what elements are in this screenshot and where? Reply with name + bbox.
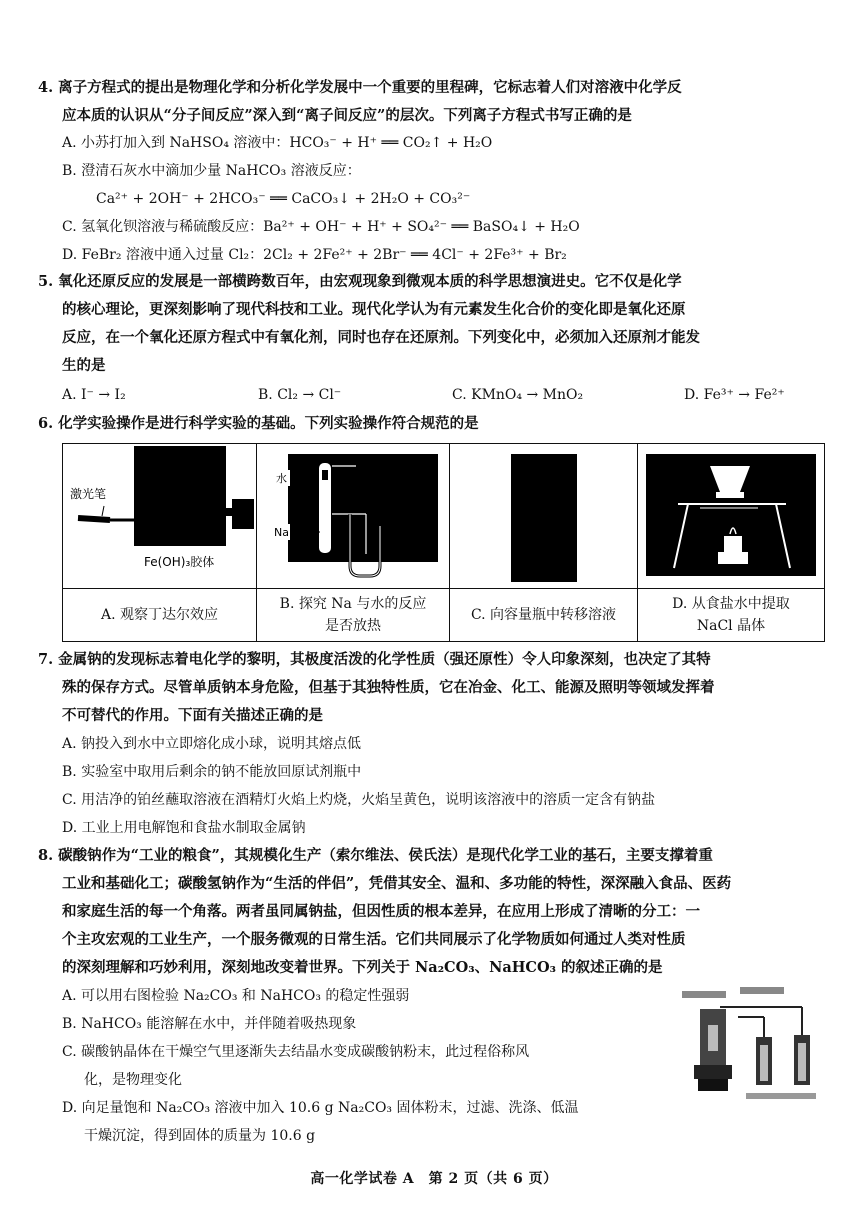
q4-option-a: A. 小苏打加入到 NaHSO₄ 溶液中：HCO₃⁻ + H⁺ ══ CO₂↑ + H₂O xyxy=(62,135,493,151)
q6-caption-d: D. 从食盐水中提取 NaCl 晶体 xyxy=(638,589,825,642)
q6-figure-c-cell xyxy=(450,444,638,589)
q5-stem-line1: 5. 氧化还原反应的发展是一部横跨数百年，由宏观现象到微观本质的科学思想演进史。它不仅是化学 xyxy=(38,273,682,290)
q7-option-c: C. 用洁净的铂丝蘸取溶液在酒精灯火焰上灼烧，火焰呈黄色，说明该溶液中的溶质一定含有钠盐 xyxy=(62,792,656,808)
q6-figure-a-cell xyxy=(63,444,257,589)
q5-stem-line2: 的核心理论，更深刻影响了现代科技和工业。现代化学认为有元素发生化合价的变化即是氧化还原 xyxy=(62,301,686,318)
q4-option-b: B. 澄清石灰水中滴加少量 NaHCO₃ 溶液反应： xyxy=(62,163,361,179)
q4-option-b-equation: Ca²⁺ + 2OH⁻ + 2HCO₃⁻ ══ CaCO₃↓ + 2H₂O + CO₃²⁻ xyxy=(96,191,471,207)
q6-caption-b: B. 探究 Na 与水的反应 是否放热 xyxy=(257,589,450,642)
q6-figure-d-cell xyxy=(638,444,825,589)
q8-stem-line5: 的深刻理解和巧妙利用，深刻地改变着世界。下列关于 Na₂CO₃、NaHCO₃ 的叙述正确的是 xyxy=(62,959,663,976)
q7-option-d: D. 工业上用电解饱和食盐水制取金属钠 xyxy=(62,820,306,836)
na-label: Na xyxy=(274,526,289,539)
q7-stem-line1: 7. 金属钠的发现标志着电化学的黎明，其极度活泼的化学性质（强还原性）令人印象深刻，也决定了其特 xyxy=(38,651,711,668)
q8-option-c-line1: C. 碳酸钠晶体在干燥空气里逐渐失去结晶水变成碳酸钠粉末，此过程俗称风 xyxy=(62,1044,530,1060)
q8-option-b: B. NaHCO₃ 能溶解在水中，并伴随着吸热现象 xyxy=(62,1016,357,1032)
water-label: 水 xyxy=(276,472,287,485)
na-water-reaction-figure xyxy=(258,444,448,584)
q8-option-a: A. 可以用右图检验 Na₂CO₃ 和 NaHCO₃ 的稳定性强弱 xyxy=(62,988,410,1004)
q6-figure-b-cell xyxy=(257,444,450,589)
q8-stem-line3: 和家庭生活的每一个角落。两者虽同属钠盐，但因性质的根本差异，在应用上形成了清晰的分工：一 xyxy=(62,903,700,920)
q5-option-c: C. KMnO₄ → MnO₂ xyxy=(452,387,584,403)
q6-caption-a: A. 观察丁达尔效应 xyxy=(63,589,257,642)
q6-apparatus-table xyxy=(62,443,825,642)
tyndall-effect-figure xyxy=(64,444,256,584)
q5-option-a: A. I⁻ → I₂ xyxy=(62,387,126,403)
q7-stem-line2: 殊的保存方式。尽管单质钠本身危险，但基于其独特性质，它在冶金、化工、能源及照明等领域发挥着 xyxy=(62,679,715,696)
laser-pen-label: 激光笔 xyxy=(69,487,106,501)
q6-caption-c: C. 向容量瓶中转移溶液 xyxy=(450,589,638,642)
q8-option-c-line2: 化，是物理变化 xyxy=(84,1072,182,1088)
page-footer: 高一化学试卷 A 第 2 页（共 6 页） xyxy=(310,1171,558,1187)
thermal-stability-apparatus-figure xyxy=(680,985,830,1110)
q8-option-d-line1: D. 向足量饱和 Na₂CO₃ 溶液中加入 10.6 g Na₂CO₃ 固体粉末，过滤、洗涤、低温 xyxy=(62,1100,579,1116)
q5-stem-line4: 生的是 xyxy=(62,357,106,374)
q8-stem-line2: 工业和基础化工；碳酸氢钠作为“生活的伴侣”，凭借其安全、温和、多功能的特性，深深融入食品、医药 xyxy=(62,875,732,892)
q4-stem-line2: 应本质的认识从“分子间反应”深入到“离子间反应”的层次。下列离子方程式书写正确的是 xyxy=(62,107,632,124)
q5-stem-line3: 反应，在一个氧化还原方程式中有氧化剂，同时也存在还原剂。下列变化中，必须加入还原剂才能发 xyxy=(62,329,700,346)
q5-option-d: D. Fe³⁺ → Fe²⁺ xyxy=(684,387,785,403)
ink-label: 墨水 xyxy=(408,540,430,553)
evaporation-crucible-figure xyxy=(638,444,824,584)
q7-option-b: B. 实验室中取用后剩余的钠不能放回原试剂瓶中 xyxy=(62,764,362,780)
colloid-label: Fe(OH)₃胶体 xyxy=(143,555,214,569)
q7-option-a: A. 钠投入到水中立即熔化成小球，说明其熔点低 xyxy=(62,736,362,752)
volumetric-flask-transfer-figure xyxy=(451,444,637,584)
q8-stem-line4: 个主攻宏观的工业生产，一个服务微观的日常生活。它们共同展示了化学物质如何通过人类对性质 xyxy=(62,931,686,948)
q4-stem-line1: 4. 离子方程式的提出是物理化学和分析化学发展中一个重要的里程碑，它标志着人们对溶液中化学反 xyxy=(38,79,682,96)
q8-option-d-line2: 干燥沉淀，得到固体的质量为 10.6 g xyxy=(84,1128,316,1144)
q7-stem-line3: 不可替代的作用。下面有关描述正确的是 xyxy=(62,707,323,724)
q5-option-b: B. Cl₂ → Cl⁻ xyxy=(258,387,342,403)
q4-option-c: C. 氢氧化钡溶液与稀硫酸反应：Ba²⁺ + OH⁻ + H⁺ + SO₄²⁻ ══ BaSO₄↓ + H₂O xyxy=(62,219,580,235)
q8-stem-line1: 8. 碳酸钠作为“工业的粮食”，其规模化生产（索尔维法、侯氏法）是现代化学工业的基石，主要支撑着重 xyxy=(38,847,713,864)
q4-option-d: D. FeBr₂ 溶液中通入过量 Cl₂：2Cl₂ + 2Fe²⁺ + 2Br⁻ ══ 4Cl⁻ + 2Fe³⁺ + Br₂ xyxy=(62,247,567,263)
q6-stem: 6. 化学实验操作是进行科学实验的基础。下列实验操作符合规范的是 xyxy=(38,415,479,432)
